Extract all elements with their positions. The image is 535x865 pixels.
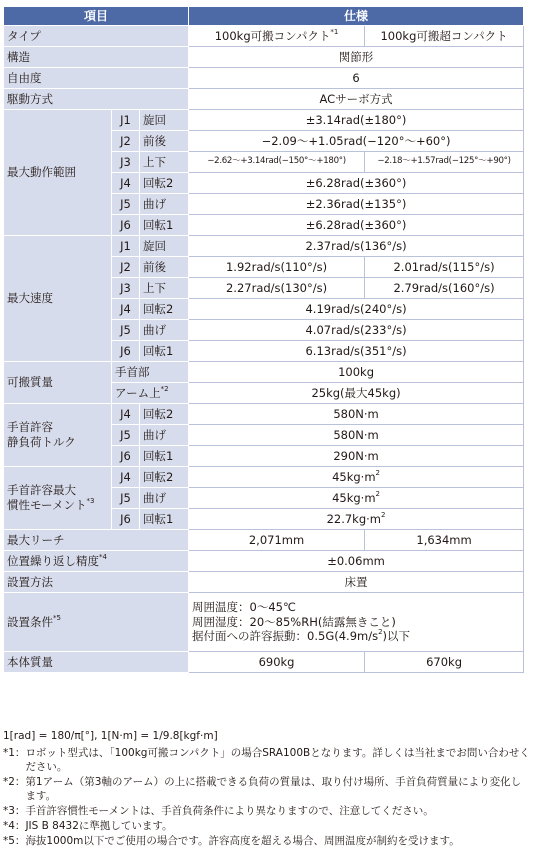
row-install-method — [4, 572, 524, 593]
row-body-mass — [4, 652, 524, 673]
speed-value-b: 2.01rad/s(115°/s) — [365, 257, 524, 278]
joint-label: J6 — [112, 341, 140, 362]
payload-arm-label: アーム上$^{*2}$ — [112, 383, 189, 404]
axis-label: 曲げ — [140, 194, 189, 215]
row-drive — [4, 89, 524, 110]
torque-value: 580N·m — [189, 404, 524, 425]
joint-label: J2 — [112, 131, 140, 152]
torque-value: 580N·m — [189, 425, 524, 446]
row-structure — [4, 47, 524, 68]
axis-label: 曲げ — [140, 425, 189, 446]
footnote-mark-2: *2 — [160, 384, 169, 393]
joint-label: J4 — [112, 467, 140, 488]
joint-label: J3 — [112, 152, 140, 173]
footnote-1: *1： ロボット型式は、「100kg可搬コンパクト」の場合SRA100Bとなります。詳しくは当社までお問い合わせください。 — [3, 747, 530, 773]
footnote-4: *4： JIS B 8432に準拠しています。 — [3, 820, 173, 832]
axis-label: 回転1 — [140, 215, 189, 236]
axis-label: 曲げ — [140, 488, 189, 509]
drive-value: ACサーボ方式 — [189, 89, 524, 110]
header-row — [4, 7, 524, 26]
joint-label: J3 — [112, 278, 140, 299]
joint-label: J5 — [112, 425, 140, 446]
range-value-b: −2.18〜+1.57rad(−125°〜+90°) — [365, 152, 524, 173]
footnote-mark-5: *5 — [53, 613, 61, 622]
install-conditions-value: 周囲温度：0〜45℃ 周囲湿度：20〜85%RH(結露無きこと) 据付面への許容振動：$0.5G(4.9m/s^2)$以下 — [189, 593, 524, 652]
range-value: ±6.28rad(±360°) — [189, 173, 524, 194]
joint-label: J1 — [112, 110, 140, 131]
body-mass-value-a: 690kg — [189, 652, 365, 673]
row-dof — [4, 68, 524, 89]
label-payload: 可搬質量 — [4, 362, 112, 404]
axis-label: 回転1 — [140, 446, 189, 467]
axis-label: 前後 — [140, 131, 189, 152]
joint-label: J1 — [112, 236, 140, 257]
footnotes — [3, 729, 531, 849]
joint-label: J5 — [112, 194, 140, 215]
joint-label: J5 — [112, 488, 140, 509]
axis-label: 回転2 — [140, 299, 189, 320]
joint-label: J6 — [112, 509, 140, 530]
row-repeatability — [4, 551, 524, 572]
footnote-3: *3： 手首許容慣性モーメントは、手首負荷条件により異なりますので、注意してください。 — [3, 805, 434, 817]
footnote-2: *2： 第1アーム（第3軸のアーム）の上に搭載できる負荷の質量は、取り付け場所、手首負荷質量により変化します。 — [3, 776, 522, 802]
axis-label: 回転1 — [140, 509, 189, 530]
reach-value-a: 2,071mm — [189, 530, 365, 551]
dof-value: 6 — [189, 68, 524, 89]
range-value: ±2.36rad(±135°) — [189, 194, 524, 215]
payload-wrist-label: 手首部 — [112, 362, 189, 383]
inertia-row-j4 — [4, 467, 524, 488]
joint-label: J6 — [112, 446, 140, 467]
joint-label: J4 — [112, 299, 140, 320]
footnote-mark-4: *4 — [99, 552, 107, 561]
range-row-j1 — [4, 110, 524, 131]
label-install-method: 設置方法 — [4, 572, 189, 593]
joint-label: J5 — [112, 320, 140, 341]
joint-label: J4 — [112, 404, 140, 425]
torque-row-j4 — [4, 404, 524, 425]
payload-wrist-value: 100kg — [189, 362, 524, 383]
axis-label: 上下 — [140, 278, 189, 299]
axis-label: 旋回 — [140, 236, 189, 257]
footnote-mark-1: *1 — [330, 27, 339, 36]
speed-value: 2.37rad/s(136°/s) — [189, 236, 524, 257]
axis-label: 前後 — [140, 257, 189, 278]
axis-label: 旋回 — [140, 110, 189, 131]
label-wrist-inertia: 手首許容最大 慣性モーメント$^{*3}$ — [4, 467, 112, 530]
header-spec: 仕様 — [189, 7, 524, 26]
axis-label: 回転2 — [140, 467, 189, 488]
row-reach — [4, 530, 524, 551]
axis-label: 回転1 — [140, 341, 189, 362]
inertia-value: $45kg\cdot m^2$ — [189, 467, 524, 488]
speed-value-a: 1.92rad/s(110°/s) — [189, 257, 365, 278]
label-body-mass: 本体質量 — [4, 652, 189, 673]
type-model-a: 100kg可搬コンパクト$^{*1}$ — [189, 26, 365, 47]
speed-row-j1 — [4, 236, 524, 257]
speed-value: 4.19rad/s(240°/s) — [189, 299, 524, 320]
footnote-mark-3: *3 — [86, 497, 95, 505]
unit-conversion-note: 1[rad] = 180/π[°], 1[N·m] = 1/9.8[kgf·m] — [3, 730, 218, 742]
row-type — [4, 26, 524, 47]
repeatability-value: ±0.06mm — [189, 551, 524, 572]
inertia-value: $22.7kg\cdot m^2$ — [189, 509, 524, 530]
header-item: 項目 — [4, 7, 189, 26]
joint-label: J6 — [112, 215, 140, 236]
label-structure: 構造 — [4, 47, 189, 68]
torque-value: 290N·m — [189, 446, 524, 467]
label-motion-range: 最大動作範囲 — [4, 110, 112, 236]
structure-value: 関節形 — [189, 47, 524, 68]
label-wrist-torque: 手首許容 静負荷トルク — [4, 404, 112, 467]
label-type: タイプ — [4, 26, 189, 47]
axis-label: 上下 — [140, 152, 189, 173]
range-value-a: −2.62〜+3.14rad(−150°〜+180°) — [189, 152, 365, 173]
type-model-b: 100kg可搬超コンパクト — [365, 26, 524, 47]
label-install-conditions: 設置条件$^{*5}$ — [4, 593, 189, 652]
speed-value-a: 2.27rad/s(130°/s) — [189, 278, 365, 299]
inertia-value: $45kg\cdot m^2$ — [189, 488, 524, 509]
label-reach: 最大リーチ — [4, 530, 189, 551]
payload-row-wrist — [4, 362, 524, 383]
payload-arm-value: 25kg(最大45kg) — [189, 383, 524, 404]
install-method-value: 床置 — [189, 572, 524, 593]
axis-label: 回転2 — [140, 173, 189, 194]
joint-label: J4 — [112, 173, 140, 194]
speed-value-b: 2.79rad/s(160°/s) — [365, 278, 524, 299]
footnote-5: *5： 海抜1000m以下でご使用の場合です。許容高度を超える場合、周囲温度が制約を受けます。 — [3, 835, 460, 847]
label-dof: 自由度 — [4, 68, 189, 89]
range-value: ±6.28rad(±360°) — [189, 215, 524, 236]
body-mass-value-b: 670kg — [365, 652, 524, 673]
axis-label: 回転2 — [140, 404, 189, 425]
row-install-conditions — [4, 593, 524, 652]
axis-label: 曲げ — [140, 320, 189, 341]
speed-value: 6.13rad/s(351°/s) — [189, 341, 524, 362]
label-drive: 駆動方式 — [4, 89, 189, 110]
speed-value: 4.07rad/s(233°/s) — [189, 320, 524, 341]
label-max-speed: 最大速度 — [4, 236, 112, 362]
range-value: −2.09〜+1.05rad(−120°〜+60°) — [189, 131, 524, 152]
joint-label: J2 — [112, 257, 140, 278]
spec-table — [3, 6, 524, 673]
reach-value-b: 1,634mm — [365, 530, 524, 551]
range-value: ±3.14rad(±180°) — [189, 110, 524, 131]
label-repeatability: 位置繰り返し精度$^{*4}$ — [4, 551, 189, 572]
